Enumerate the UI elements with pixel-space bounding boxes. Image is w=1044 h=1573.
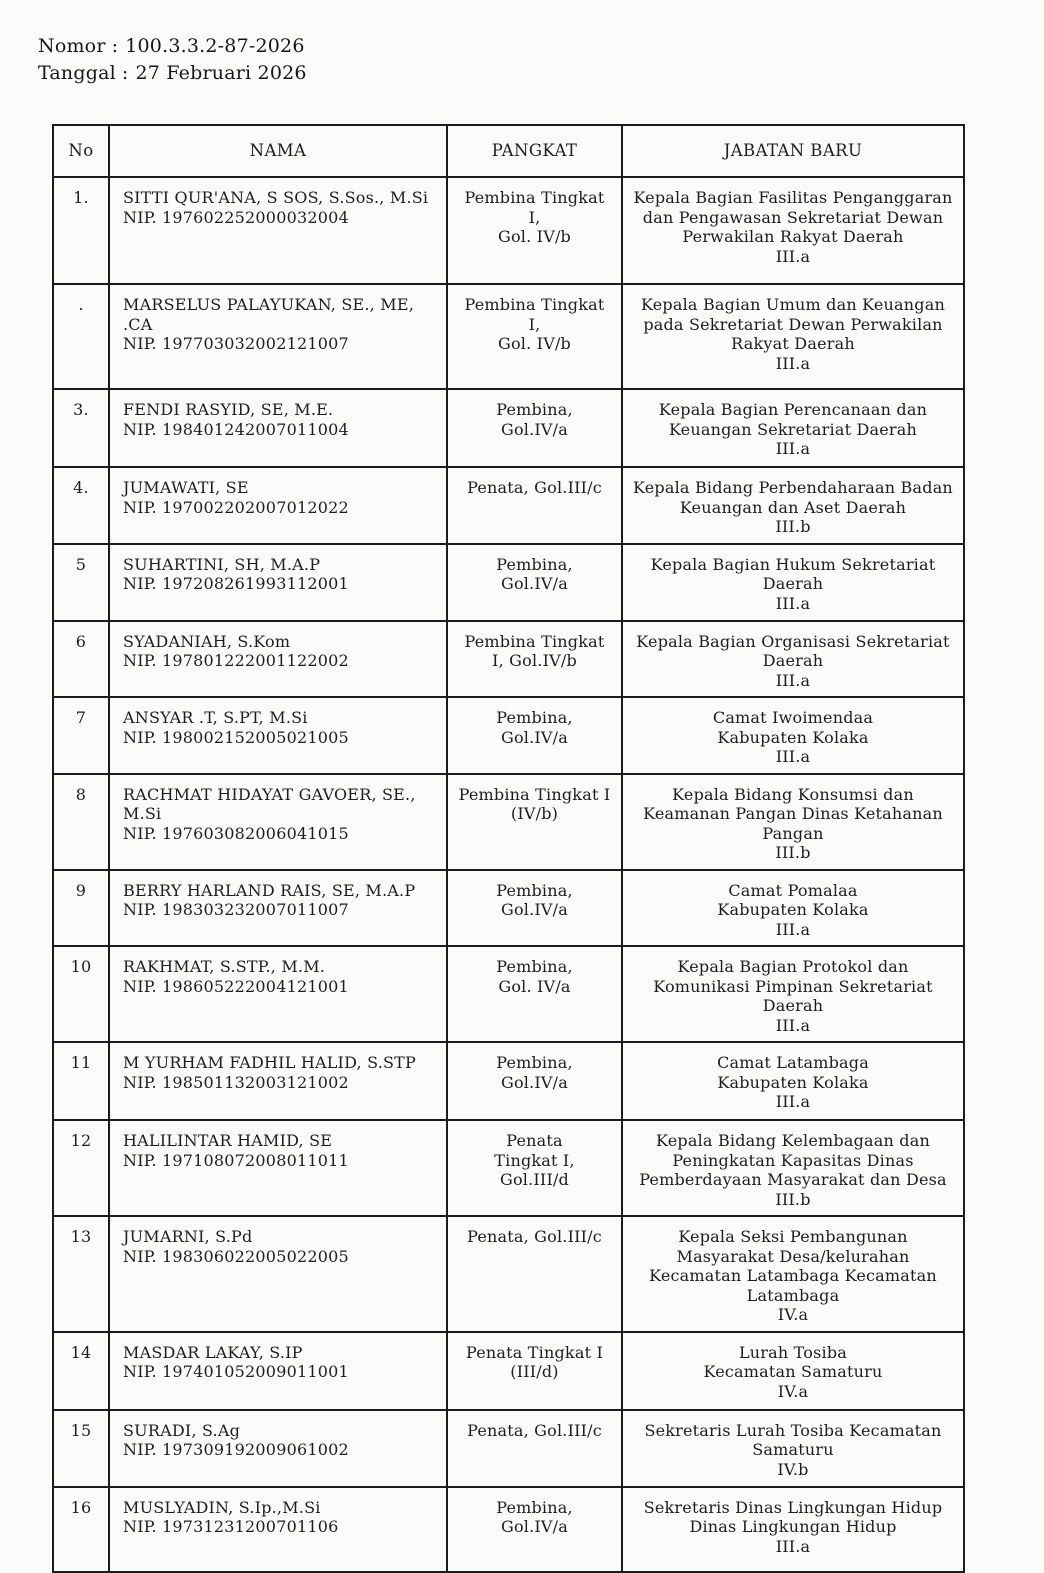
jabatan-line: Perwakilan Rakyat Daerah	[682, 227, 904, 246]
jabatan-baru-cell	[622, 1120, 964, 1216]
column-header-nama: NAMA	[109, 125, 447, 177]
jabatan-line: Masyarakat Desa/kelurahan	[676, 1246, 910, 1266]
pangkat-line: I,	[528, 314, 541, 334]
employee-name: SUHARTINI, SH, M.A.P	[123, 554, 321, 574]
jabatan-line: Daerah	[762, 574, 824, 593]
pangkat-line: Pembina,	[496, 708, 573, 727]
employee-nip: NIP. 19731231200701106	[123, 1517, 339, 1536]
jabatan-baru-cell	[622, 1410, 964, 1487]
jabatan-baru-cell	[622, 1216, 964, 1332]
jabatan-baru-cell	[622, 177, 964, 284]
jabatan-line: Kepala Bidang Perbendaharaan Badan	[633, 478, 953, 497]
row-number: 16	[70, 1497, 92, 1517]
jabatan-line: III.a	[775, 353, 811, 373]
jabatan-baru-cell	[622, 870, 964, 947]
pangkat-line: I,	[528, 207, 541, 227]
jabatan-line: Kabupaten Kolaka	[717, 727, 869, 747]
employee-nip: NIP. 198605222004121001	[123, 976, 349, 996]
pangkat-cell	[447, 1120, 622, 1216]
jabatan-line: Kepala Bagian Umum dan Keuangan	[641, 295, 945, 314]
row-number: .	[78, 295, 84, 314]
employee-nip: NIP. 198501132003121002	[123, 1072, 349, 1092]
name-cell	[109, 1487, 447, 1572]
jabatan-line: dan Pengawasan Sekretariat Dewan	[642, 207, 944, 227]
employee-nip: NIP. 197801222001122002	[123, 651, 349, 670]
row-number: 9	[75, 880, 87, 900]
tanggal-line	[38, 60, 1044, 87]
employee-name: SURADI, S.Ag	[123, 1420, 241, 1440]
pangkat-line: Gol. IV/a	[498, 976, 571, 996]
employee-name: MARSELUS PALAYUKAN, SE., ME,	[123, 295, 414, 314]
pangkat-line: Pembina,	[496, 554, 573, 574]
pangkat-line: I, Gol.IV/b	[492, 651, 577, 670]
jabatan-line: Keamanan Pangan Dinas Ketahanan	[643, 804, 943, 823]
jabatan-baru-cell	[622, 389, 964, 467]
jabatan-line: Latambaga	[746, 1285, 840, 1305]
employee-name: M.Si	[123, 804, 162, 823]
pangkat-cell	[447, 697, 622, 774]
row-number: 11	[70, 1053, 92, 1072]
table-header-row	[53, 125, 964, 177]
jabatan-line: III.a	[775, 747, 811, 766]
pangkat-line: Pembina,	[496, 1053, 573, 1072]
jabatan-line: Pemberdayaan Masyarakat dan Desa	[639, 1170, 947, 1189]
jabatan-line: III.b	[775, 1189, 811, 1209]
table-row	[53, 1042, 964, 1120]
pangkat-line: Penata Tingkat I	[465, 1342, 604, 1362]
name-cell	[109, 946, 447, 1042]
row-number-cell	[53, 774, 109, 870]
jabatan-line: Camat Iwoimendaa	[712, 708, 874, 727]
jabatan-line: Samaturu	[752, 1440, 834, 1459]
row-number: 5	[75, 554, 87, 574]
pangkat-cell	[447, 621, 622, 698]
pangkat-line: Gol. IV/b	[497, 334, 571, 353]
row-number: 3.	[73, 400, 89, 419]
employee-nip: NIP. 197401052009011001	[123, 1362, 349, 1381]
jabatan-line: Daerah	[762, 996, 824, 1015]
pangkat-line: Gol.IV/a	[500, 900, 569, 919]
jabatan-baru-cell	[622, 467, 964, 544]
row-number: 13	[70, 1227, 92, 1246]
row-number-cell	[53, 1042, 109, 1120]
employee-name: MUSLYADIN, S.Ip.,M.Si	[123, 1497, 321, 1517]
table-row	[53, 697, 964, 774]
employee-name: RACHMAT HIDAYAT GAVOER, SE.,	[123, 784, 416, 804]
row-number-cell	[53, 946, 109, 1042]
pangkat-line: Gol.IV/a	[500, 419, 569, 439]
name-cell	[109, 177, 447, 284]
name-cell	[109, 621, 447, 698]
employee-name: JUMAWATI, SE	[123, 478, 249, 497]
jabatan-line: III.a	[775, 439, 811, 458]
pangkat-cell	[447, 1216, 622, 1332]
pangkat-cell	[447, 467, 622, 544]
pangkat-line: Gol. IV/b	[497, 227, 571, 246]
table-row	[53, 1332, 964, 1410]
name-cell	[109, 697, 447, 774]
jabatan-line: IV.b	[777, 1459, 809, 1479]
jabatan-baru-cell	[622, 1487, 964, 1572]
pangkat-line: Gol.IV/a	[500, 574, 569, 593]
table-row	[53, 389, 964, 467]
employee-name: M YURHAM FADHIL HALID, S.STP	[123, 1053, 416, 1072]
jabatan-line: III.a	[775, 1015, 811, 1035]
column-header-pangkat: PANGKAT	[447, 125, 622, 177]
pangkat-line: Gol.IV/a	[500, 1517, 569, 1536]
jabatan-line: Kepala Bagian Hukum Sekretariat	[650, 554, 936, 574]
row-number-cell	[53, 177, 109, 284]
employee-name: JUMARNI, S.Pd	[123, 1227, 253, 1246]
employee-name: RAKHMAT, S.STP., M.M.	[123, 957, 326, 976]
pangkat-cell	[447, 1042, 622, 1120]
pangkat-line: (IV/b)	[510, 804, 559, 823]
tanggal-label: Tanggal	[38, 62, 116, 84]
pangkat-line: Penata, Gol.III/c	[467, 1420, 602, 1440]
pangkat-line: Pembina Tingkat	[464, 188, 605, 207]
pangkat-line: Pembina,	[496, 1497, 573, 1517]
jabatan-baru-cell	[622, 284, 964, 389]
row-number-cell	[53, 621, 109, 698]
name-cell	[109, 1332, 447, 1410]
jabatan-baru-cell	[622, 1332, 964, 1410]
employee-name: ANSYAR .T, S.PT, M.Si	[123, 708, 308, 727]
pangkat-line: Penata, Gol.III/c	[467, 478, 602, 497]
pangkat-cell	[447, 1487, 622, 1572]
employee-nip: NIP. 198306022005022005	[123, 1246, 349, 1266]
pangkat-line: Tingkat I,	[494, 1150, 575, 1170]
jabatan-line: III.a	[775, 246, 811, 266]
pangkat-cell	[447, 389, 622, 467]
row-number: 7	[75, 708, 87, 727]
employee-name: HALILINTAR HAMID, SE	[123, 1131, 333, 1150]
jabatan-line: Kepala Bagian Organisasi Sekretariat	[636, 631, 950, 651]
name-cell	[109, 467, 447, 544]
jabatan-line: Sekretaris Dinas Lingkungan Hidup	[643, 1497, 943, 1517]
name-cell	[109, 1216, 447, 1332]
pangkat-line: Pembina Tingkat I	[458, 784, 611, 804]
jabatan-line: pada Sekretariat Dewan Perwakilan	[643, 314, 943, 334]
name-cell	[109, 1042, 447, 1120]
jabatan-line: Camat Latambaga	[717, 1053, 869, 1072]
jabatan-baru-cell	[622, 946, 964, 1042]
jabatan-line: Keuangan dan Aset Daerah	[679, 497, 907, 517]
jabatan-line: Peningkatan Kapasitas Dinas	[672, 1150, 914, 1170]
employee-name: .CA	[123, 314, 153, 334]
employee-nip: NIP. 197002202007012022	[123, 497, 349, 517]
jabatan-line: Keuangan Sekretariat Daerah	[668, 419, 918, 439]
pangkat-cell	[447, 177, 622, 284]
table-row	[53, 544, 964, 621]
jabatan-line: IV.a	[777, 1305, 809, 1324]
tanggal-value: 27 Februari 2026	[135, 62, 307, 84]
pangkat-line: Pembina,	[496, 400, 573, 419]
jabatan-line: Rakyat Daerah	[731, 334, 855, 353]
row-number-cell	[53, 1120, 109, 1216]
table-row	[53, 1487, 964, 1572]
employee-nip: NIP. 197108072008011011	[123, 1150, 349, 1170]
row-number: 8	[75, 784, 87, 804]
employee-nip: NIP. 197603082006041015	[123, 823, 349, 843]
name-cell	[109, 1120, 447, 1216]
table-row	[53, 621, 964, 698]
pangkat-cell	[447, 774, 622, 870]
row-number-cell	[53, 1410, 109, 1487]
pangkat-line: Penata	[506, 1131, 563, 1150]
jabatan-line: Kecamatan Latambaga Kecamatan	[649, 1266, 937, 1285]
row-number-cell	[53, 389, 109, 467]
jabatan-baru-cell	[622, 1042, 964, 1120]
employee-name: FENDI RASYID, SE, M.E.	[123, 400, 334, 419]
employee-name: MASDAR LAKAY, S.IP	[123, 1342, 303, 1362]
pangkat-line: Penata, Gol.III/c	[467, 1227, 602, 1246]
jabatan-baru-cell	[622, 544, 964, 621]
table-row	[53, 1216, 964, 1332]
jabatan-line: III.a	[775, 1092, 811, 1111]
jabatan-line: Pangan	[762, 823, 824, 843]
employee-name: BERRY HARLAND RAIS, SE, M.A.P	[123, 880, 416, 900]
nomor-line	[38, 33, 1044, 60]
jabatan-line: Kepala Bidang Kelembagaan dan	[656, 1131, 930, 1150]
nomor-separator: :	[111, 35, 119, 57]
employee-nip: NIP. 198401242007011004	[123, 419, 349, 439]
row-number-cell	[53, 1216, 109, 1332]
personnel-table	[52, 124, 965, 1573]
nomor-label: Nomor	[38, 35, 106, 57]
jabatan-line: III.a	[775, 670, 811, 690]
jabatan-line: Lurah Tosiba	[738, 1342, 848, 1362]
pangkat-line: (III/d)	[510, 1362, 559, 1381]
jabatan-line: Kabupaten Kolaka	[717, 900, 869, 919]
name-cell	[109, 870, 447, 947]
pangkat-cell	[447, 284, 622, 389]
jabatan-line: III.a	[775, 593, 811, 613]
name-cell	[109, 774, 447, 870]
pangkat-line: Gol.III/d	[499, 1170, 569, 1189]
pangkat-cell	[447, 544, 622, 621]
pangkat-cell	[447, 870, 622, 947]
employee-nip: NIP. 197703032002121007	[123, 334, 349, 353]
table-row	[53, 1410, 964, 1487]
jabatan-line: III.b	[775, 517, 811, 536]
pangkat-cell	[447, 1410, 622, 1487]
table-row	[53, 284, 964, 389]
row-number: 15	[70, 1420, 92, 1440]
row-number: 1.	[73, 188, 89, 207]
table-row	[53, 870, 964, 947]
jabatan-line: Daerah	[762, 651, 824, 670]
row-number: 14	[70, 1342, 92, 1362]
employee-nip: NIP. 197208261993112001	[123, 574, 349, 593]
row-number-cell	[53, 284, 109, 389]
name-cell	[109, 1410, 447, 1487]
jabatan-line: Kepala Bidang Konsumsi dan	[672, 784, 914, 804]
employee-nip: NIP. 198002152005021005	[123, 727, 349, 747]
column-header-jabatan-baru: JABATAN BARU	[622, 125, 964, 177]
jabatan-line: Kepala Bagian Fasilitas Penganggaran	[633, 188, 953, 207]
jabatan-line: Kepala Bagian Protokol dan	[677, 957, 909, 976]
row-number-cell	[53, 1332, 109, 1410]
tanggal-separator: :	[121, 62, 129, 84]
jabatan-baru-cell	[622, 697, 964, 774]
employee-name: SITTI QUR'ANA, S SOS, S.Sos., M.Si	[123, 188, 429, 207]
jabatan-line: Sekretaris Lurah Tosiba Kecamatan	[644, 1420, 942, 1440]
nomor-value: 100.3.3.2-87-2026	[125, 35, 305, 57]
employee-nip: NIP. 197309192009061002	[123, 1440, 349, 1459]
pangkat-line: Pembina Tingkat	[464, 631, 605, 651]
table-row	[53, 946, 964, 1042]
table-row	[53, 177, 964, 284]
employee-nip: NIP. 198303232007011007	[123, 900, 349, 919]
row-number: 4.	[73, 478, 89, 497]
pangkat-line: Pembina,	[496, 880, 573, 900]
row-number-cell	[53, 467, 109, 544]
table-row	[53, 467, 964, 544]
pangkat-cell	[447, 1332, 622, 1410]
row-number: 12	[70, 1131, 92, 1150]
jabatan-line: Dinas Lingkungan Hidup	[689, 1517, 897, 1536]
pangkat-line: Gol.IV/a	[500, 1072, 569, 1092]
pangkat-line: Gol.IV/a	[500, 727, 569, 747]
employee-name: SYADANIAH, S.Kom	[123, 631, 291, 651]
name-cell	[109, 284, 447, 389]
row-number-cell	[53, 1487, 109, 1572]
row-number-cell	[53, 870, 109, 947]
jabatan-baru-cell	[622, 774, 964, 870]
table-row	[53, 1120, 964, 1216]
jabatan-line: Kepala Bagian Perencanaan dan	[658, 400, 928, 419]
pangkat-line: Pembina Tingkat	[464, 295, 605, 314]
row-number-cell	[53, 697, 109, 774]
table-row	[53, 774, 964, 870]
employee-nip: NIP. 197602252000032004	[123, 207, 349, 227]
jabatan-line: Kabupaten Kolaka	[717, 1072, 869, 1092]
row-number: 10	[70, 957, 92, 976]
pangkat-line: Pembina,	[496, 957, 573, 976]
column-header-no: No	[53, 125, 109, 177]
document-header	[0, 0, 1044, 87]
name-cell	[109, 544, 447, 621]
jabatan-baru-cell	[622, 621, 964, 698]
row-number: 6	[75, 631, 87, 651]
jabatan-line: III.b	[775, 843, 811, 862]
row-number-cell	[53, 544, 109, 621]
jabatan-line: Kecamatan Samaturu	[703, 1362, 883, 1381]
jabatan-line: III.a	[775, 919, 811, 939]
jabatan-line: III.a	[775, 1536, 811, 1556]
jabatan-line: Camat Pomalaa	[728, 880, 858, 900]
jabatan-line: Komunikasi Pimpinan Sekretariat	[653, 976, 933, 996]
jabatan-line: Kepala Seksi Pembangunan	[678, 1227, 908, 1246]
name-cell	[109, 389, 447, 467]
pangkat-cell	[447, 946, 622, 1042]
jabatan-line: IV.a	[777, 1381, 809, 1401]
